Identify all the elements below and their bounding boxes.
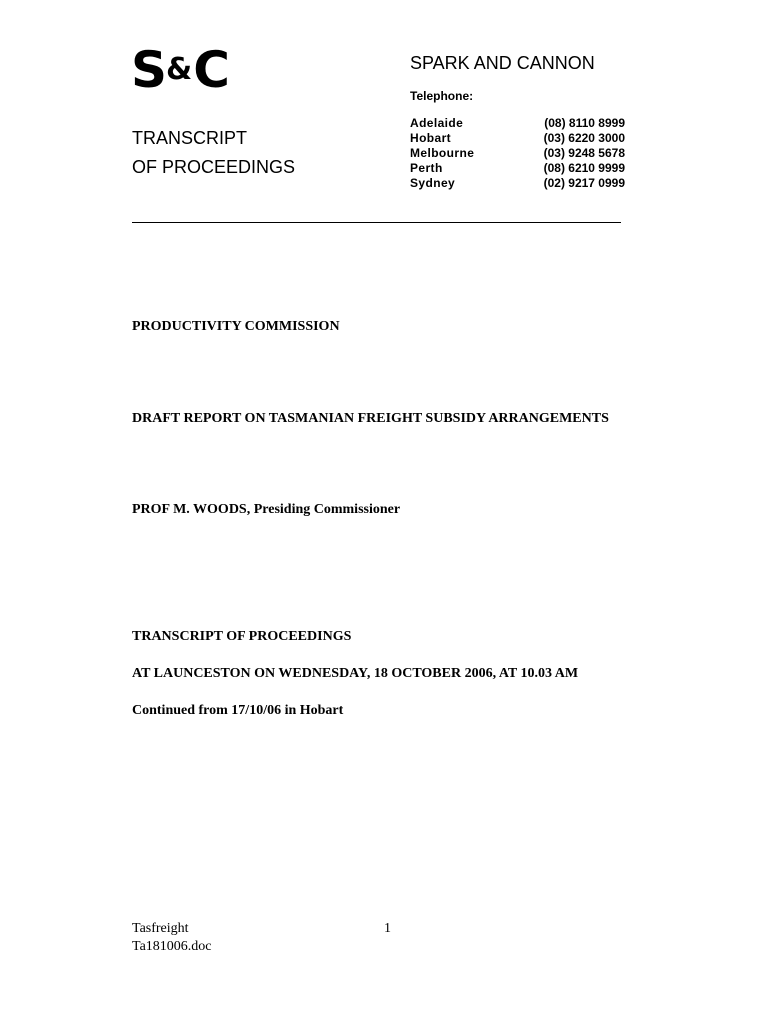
proceedings-heading: TRANSCRIPT OF PROCEEDINGS (132, 629, 352, 644)
office-phone: (08) 8110 8999 (544, 116, 625, 130)
organisation-heading: PRODUCTIVITY COMMISSION (132, 319, 340, 334)
office-phone: (08) 6210 9999 (543, 161, 625, 175)
header-divider (132, 222, 621, 223)
hearing-location-date: AT LAUNCESTON ON WEDNESDAY, 18 OCTOBER 2006, AT 10.03 AM (132, 666, 579, 681)
office-phone-list (410, 116, 625, 191)
continued-note: Continued from 17/10/06 in Hobart (132, 703, 344, 718)
office-row (410, 131, 625, 146)
telephone-label: Telephone: (410, 89, 474, 103)
office-row (410, 146, 625, 161)
office-phone: (03) 9248 5678 (543, 146, 625, 160)
spark-and-cannon-logo: S&C (131, 41, 228, 99)
office-city: Melbourne (410, 146, 475, 160)
footer-doc-name: Tasfreight (132, 921, 189, 936)
office-city: Perth (410, 161, 443, 175)
page-number: 1 (384, 921, 391, 936)
office-city: Hobart (410, 131, 452, 145)
firm-name: SPARK AND CANNON (410, 53, 595, 73)
office-row (410, 176, 625, 191)
transcript-title-line: TRANSCRIPT (132, 128, 248, 148)
transcript-title-line: OF PROCEEDINGS (132, 157, 296, 177)
footer-document-info (132, 920, 212, 956)
transcript-title (132, 124, 295, 182)
office-row (410, 116, 625, 131)
presiding-commissioner: PROF M. WOODS, Presiding Commissioner (132, 502, 401, 517)
office-city: Adelaide (410, 116, 464, 130)
report-title: DRAFT REPORT ON TASMANIAN FREIGHT SUBSIDY ARRANGEMENTS (132, 411, 609, 426)
office-city: Sydney (410, 176, 456, 190)
office-row (410, 161, 625, 176)
footer-file-name: Ta181006.doc (132, 939, 212, 954)
office-phone: (03) 6220 3000 (543, 131, 625, 145)
office-phone: (02) 9217 0999 (543, 176, 625, 190)
